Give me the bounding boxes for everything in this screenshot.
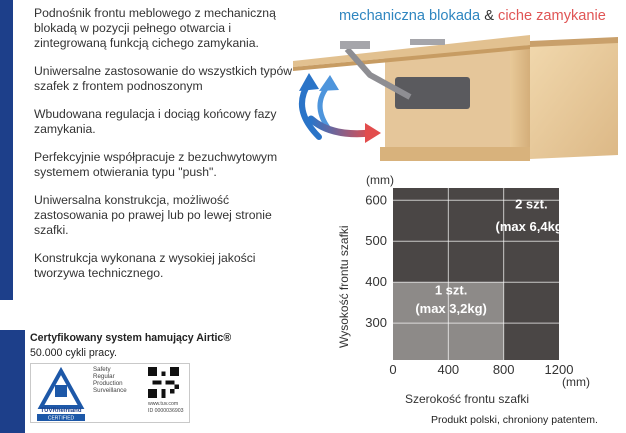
tuv-description: Safety Regular Production Surveillance — [93, 366, 127, 394]
cabinet-side-panel — [510, 45, 530, 161]
feature-item: Wbudowana regulacja i dociąg końcowy fazy zamykania. — [34, 107, 277, 136]
hinge-plate — [410, 39, 445, 45]
tuv-brand-text: TÜVRheinland — [40, 408, 82, 414]
patent-note: Produkt polski, chroniony patentem. — [431, 414, 598, 426]
cabinet-illustration — [285, 27, 620, 172]
x-tick-label: 1200 — [544, 362, 574, 377]
tuv-certified-text: CERTIFIED — [47, 415, 75, 421]
closing-arrow-icon — [311, 119, 371, 134]
cert-subtitle: 50.000 cykli pracy. — [30, 347, 117, 359]
x-tick-label: 800 — [492, 362, 515, 377]
feature-item: Perfekcyjnie współpracuje z bezuchwytowym systemem otwierania typu "push". — [34, 150, 278, 179]
left-accent-bar — [0, 0, 13, 300]
region-1-sublabel: (max 3,2kg) — [415, 300, 487, 316]
tuv-certificate-badge — [30, 363, 190, 423]
hinge-plate — [340, 41, 370, 49]
feature-list — [34, 6, 296, 294]
opening-arrow-icon — [302, 83, 319, 137]
cabinet-bottom — [380, 147, 530, 161]
opening-arrow-head — [319, 75, 339, 91]
y-tick-label: 500 — [365, 233, 387, 249]
plot-area — [393, 188, 559, 360]
feature-item: Konstrukcja wykonana z wysokiej jakości tworzywa technicznego. — [34, 251, 256, 280]
cert-accent-bar — [0, 330, 25, 433]
feature-item: Uniwersalne zastosowanie do wszystkich typów szafek z frontem podnoszonym — [34, 64, 293, 93]
y-tick-label: 400 — [365, 274, 387, 290]
x-tick-label: 400 — [437, 362, 460, 377]
cert-title: Certyfikowany system hamujący Airtic® — [30, 332, 232, 344]
y-axis-title: Wysokość frontu szafki — [337, 225, 351, 348]
headline-amp: & — [480, 8, 499, 24]
x-tick-labels — [389, 362, 573, 377]
feature-item: Uniwersalna konstrukcja, możliwość zastosowania po prawej lub po lewej stronie szafki. — [34, 193, 272, 237]
headline-red: ciche zamykanie — [498, 8, 606, 24]
headline — [339, 8, 606, 24]
x-axis-title: Szerokość frontu szafki — [405, 392, 530, 406]
tuv-url: www.tuv.com ID 0000036903 — [148, 401, 184, 414]
tuv-logo-icon — [35, 367, 87, 421]
headline-blue: mechaniczna blokada — [339, 8, 481, 24]
x-tick-label: 0 — [389, 362, 397, 377]
region-2-label: 2 szt. — [515, 196, 548, 212]
qr-code-icon — [148, 367, 179, 398]
y-unit-label: (mm) — [366, 173, 394, 187]
load-chart — [330, 168, 626, 393]
opening-arrow-head — [299, 73, 319, 91]
closing-arrow-head — [365, 123, 381, 143]
feature-item: Podnośnik frontu meblowego z mechaniczną blokadą w pozycji pełnego otwarcia i zintegrowaną funkcją cichego zamykania. — [34, 6, 276, 50]
region-2-sublabel: (max 6,4kg) — [495, 219, 568, 234]
cabinet-right-panel — [530, 41, 618, 159]
y-tick-labels — [365, 192, 387, 330]
y-tick-label: 600 — [365, 192, 387, 208]
region-1-label: 1 szt. — [434, 282, 468, 298]
y-tick-label: 300 — [365, 315, 387, 331]
x-unit-label: (mm) — [562, 375, 590, 389]
